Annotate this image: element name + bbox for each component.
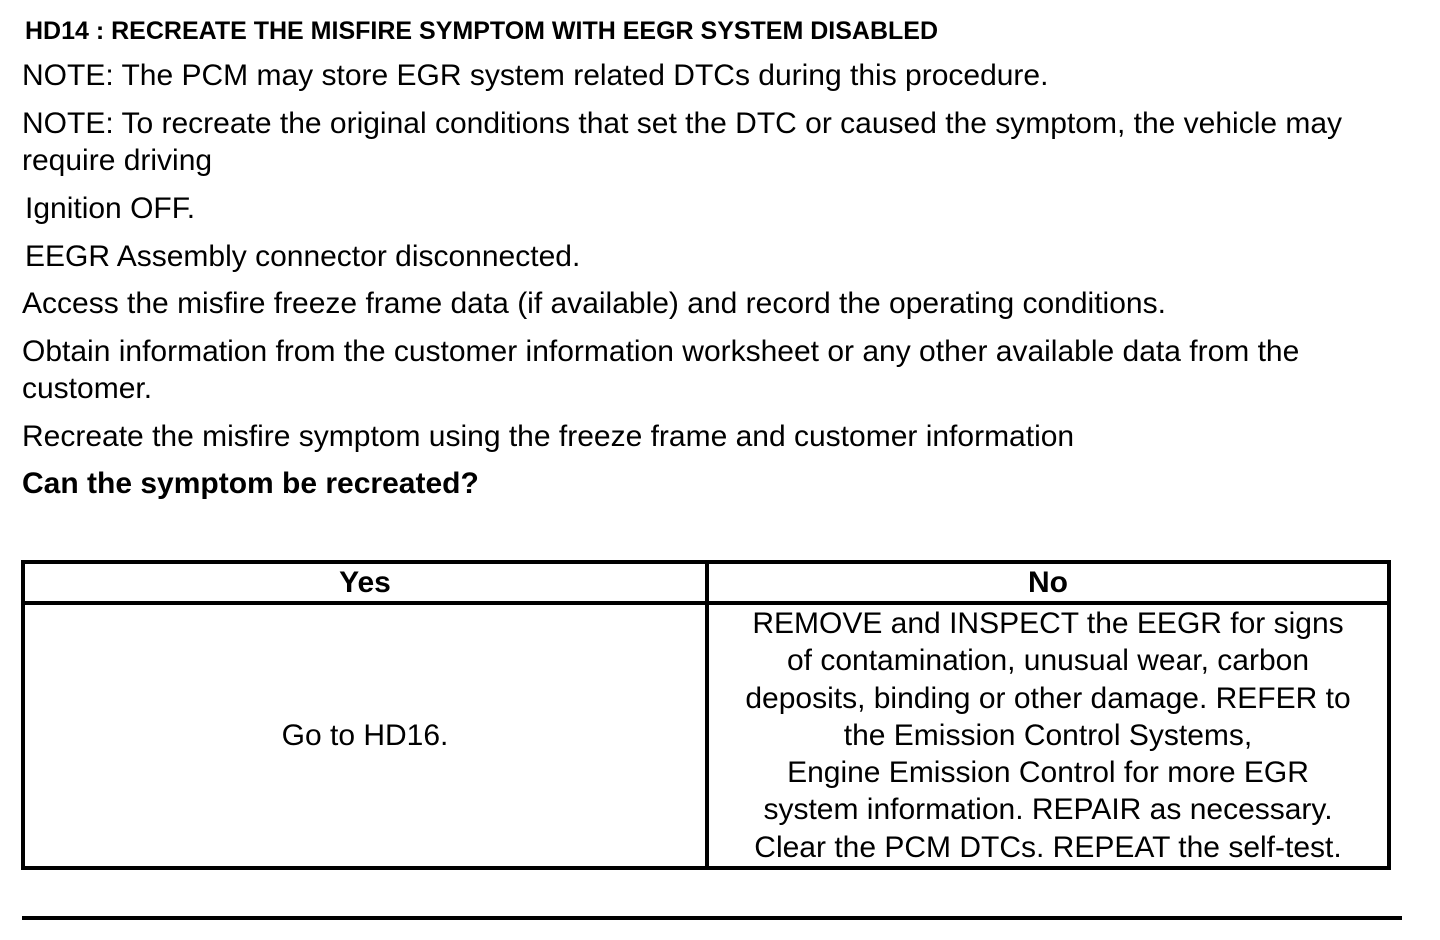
- instruction-freeze-frame: Access the misfire freeze frame data (if available) and record the operating conditions.: [22, 287, 1166, 320]
- no-action-line: system information. REPAIR as necessary.: [763, 793, 1333, 827]
- step-title: HD14 : RECREATE THE MISFIRE SYMPTOM WITH EEGR SYSTEM DISABLED: [25, 17, 939, 45]
- no-action-line: the Emission Control Systems,: [843, 718, 1253, 752]
- bottom-divider: [22, 916, 1402, 920]
- header-no: No: [707, 562, 1389, 603]
- yes-action: Go to HD16.: [23, 603, 707, 868]
- table-row: [23, 603, 1389, 868]
- table-header-row: [23, 562, 1389, 603]
- no-action-line: deposits, binding or other damage. REFER to: [745, 681, 1351, 715]
- note-driving-conditions: NOTE: To recreate the original conditions that set the DTC or caused the symptom, the vehicle may require driving: [22, 107, 1343, 177]
- decision-question: Can the symptom be recreated?: [22, 467, 479, 500]
- header-yes: Yes: [23, 562, 707, 603]
- no-action-line: REMOVE and INSPECT the EEGR for signs: [752, 607, 1344, 641]
- instruction-customer-info: Obtain information from the customer information worksheet or any other available data from the customer.: [22, 335, 1300, 405]
- no-action-line: Clear the PCM DTCs. REPEAT the self-test.: [754, 830, 1342, 864]
- no-action-line: Engine Emission Control for more EGR: [787, 756, 1309, 790]
- decision-table: [21, 560, 1391, 870]
- instruction-ignition-off: Ignition OFF.: [25, 192, 196, 225]
- instruction-recreate-symptom: Recreate the misfire symptom using the freeze frame and customer information: [22, 420, 1075, 453]
- no-action-line: of contamination, unusual wear, carbon: [787, 644, 1309, 678]
- instruction-eegr-disconnected: EEGR Assembly connector disconnected.: [25, 240, 581, 273]
- no-action: [707, 603, 1389, 868]
- note-dtc-storage: NOTE: The PCM may store EGR system related DTCs during this procedure.: [22, 59, 1049, 92]
